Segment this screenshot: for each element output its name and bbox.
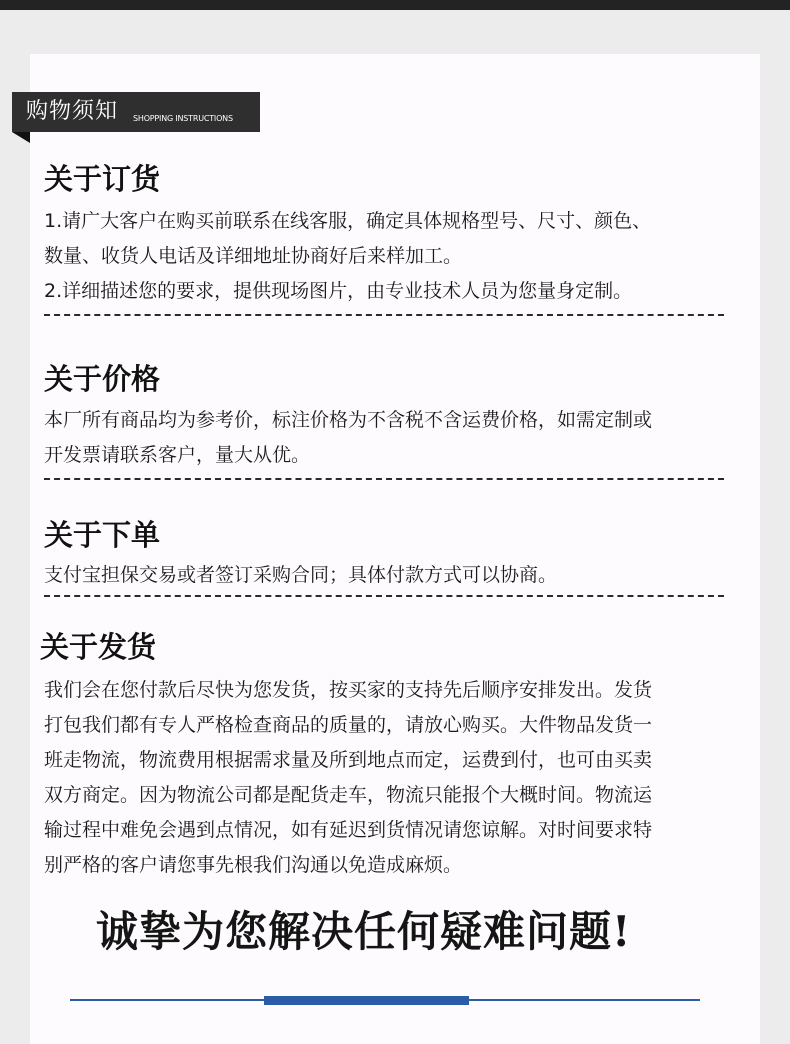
text-line: 我们会在您付款后尽快为您发货，按买家的支持先后顺序安排发出。发货 [44, 679, 653, 701]
divider [44, 478, 724, 480]
section-text-ordering [44, 204, 756, 309]
section-title-order-placement: 关于下单 [44, 518, 161, 552]
text-line: 别严格的客户请您事先根我们沟通以免造成麻烦。 [44, 854, 463, 876]
text-line: 支付宝担保交易或者签订采购合同；具体付款方式可以协商。 [44, 564, 558, 586]
text-line: 1.请广大客户在购买前联系在线客服，确定具体规格型号、尺寸、颜色、 [44, 210, 652, 232]
text-line: 2.详细描述您的要求，提供现场图片，由专业技术人员为您量身定制。 [44, 280, 633, 302]
divider [44, 595, 724, 597]
text-line: 本厂所有商品均为参考价，标注价格为不含税不含运费价格，如需定制或 [44, 409, 653, 431]
divider [44, 314, 724, 316]
text-line: 双方商定。因为物流公司都是配货走车，物流只能报个大概时间。物流运 [44, 784, 653, 806]
section-text-price [44, 403, 756, 473]
text-line: 数量、收货人电话及详细地址协商好后来样加工。 [44, 245, 463, 267]
header-subtitle: SHOPPING INSTRUCTIONS [133, 114, 233, 123]
text-line: 打包我们都有专人严格检查商品的质量的，请放心购买。大件物品发货一 [44, 714, 653, 736]
section-title-ordering: 关于订货 [44, 162, 161, 196]
slogan: 诚挚为您解决任何疑难问题! [96, 907, 632, 956]
header-title: 购物须知 [26, 99, 119, 124]
text-line: 开发票请联系客户，量大从优。 [44, 444, 311, 466]
footer-rule-accent [264, 996, 469, 1005]
header-tag-fold [12, 132, 30, 143]
text-line: 输过程中难免会遇到点情况，如有延迟到货情况请您谅解。对时间要求特 [44, 819, 653, 841]
section-title-price: 关于价格 [44, 362, 161, 396]
section-text-shipping [44, 673, 756, 883]
section-title-shipping: 关于发货 [40, 630, 157, 664]
section-text-order-placement [44, 558, 756, 593]
text-line: 班走物流，物流费用根据需求量及所到地点而定，运费到付，也可由买卖 [44, 749, 653, 771]
top-bar [0, 0, 790, 10]
